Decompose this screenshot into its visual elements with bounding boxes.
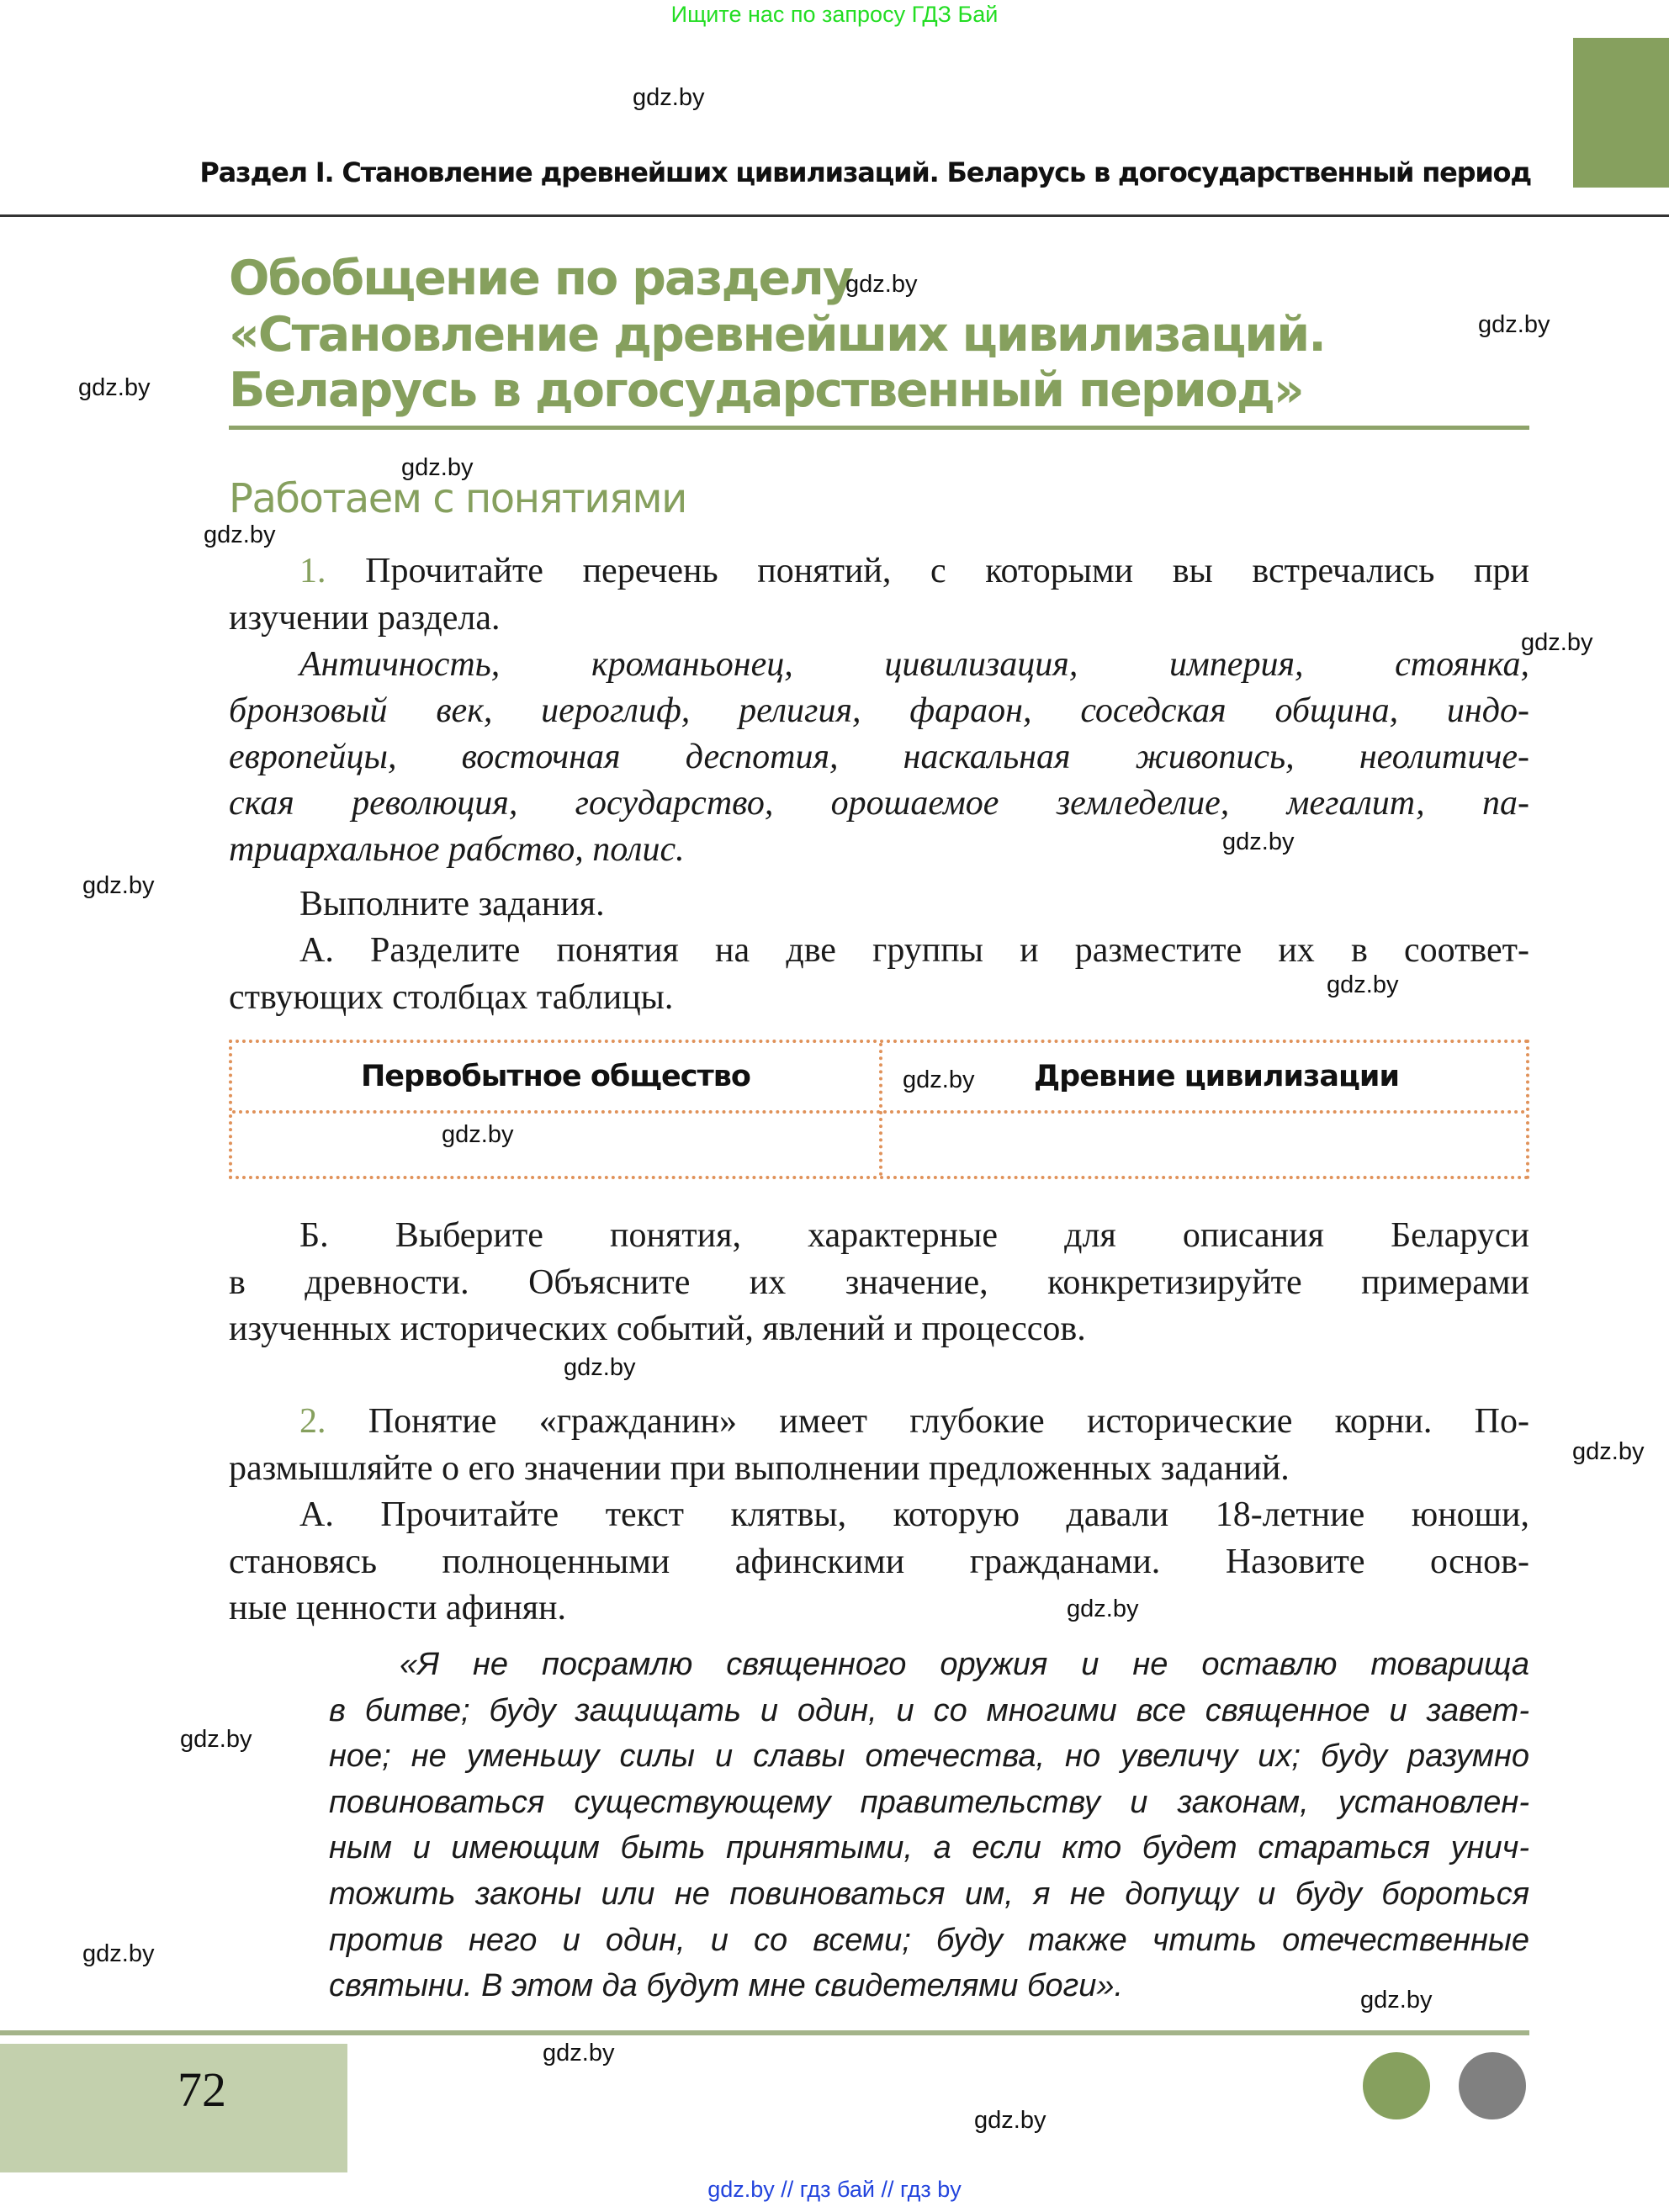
task-number: 2. [299,1402,326,1441]
table-header-primitive-society: Первобытное общество [361,1060,750,1093]
line-text: Понятие «гражданин» имеет глубокие исторические корни. По- [368,1402,1529,1441]
line-text: ные ценности афинян. [229,1589,567,1627]
line-text: в битве; буду защищать и один, и со многими все священное и завет- [329,1692,1529,1728]
task1-terms-line [299,642,1529,688]
section-subheading: Работаем с понятиями [229,475,686,522]
task1-terms-line [229,781,1529,827]
watermark: gdz.by [903,1066,975,1093]
bottom-site-note: gdz.by // гдз бай // гдз by [707,2177,962,2202]
task1-terms-line [229,827,1529,873]
task-number: 1. [299,552,326,590]
table-cell-ancient-civilizations[interactable] [882,1114,1529,1164]
line-text: европейцы, восточная деспотия, наскальная живопись, неолитиче- [229,738,1529,776]
task2-a-line [229,1585,1529,1632]
watermark: gdz.by [1478,311,1550,338]
watermark: gdz.by [442,1121,514,1148]
section-tab-marker [1573,38,1669,188]
line-text: ствующих столбцах таблицы. [229,977,674,1017]
page-title-line-1: Обобщение по разделу [229,251,853,306]
header-divider [0,214,1669,217]
watermark: gdz.by [1067,1595,1139,1622]
footer-divider [0,2030,1529,2035]
task2-quote-line [329,1871,1529,1918]
line-text: триархальное рабство, полис. [229,830,685,869]
line-text: размышляйте о его значении при выполнении предложенных заданий. [229,1448,1290,1488]
line-text: Прочитайте перечень понятий, с которыми вы встречались при [365,552,1529,590]
page-title-line-2: «Становление древнейших цивилизаций. [229,307,1325,362]
running-header: Раздел I. Становление древнейших цивилизаций. Беларусь в догосударственный период [199,156,1531,188]
line-text: «Я не посрамлю священного оружия и не оставлю товарища [400,1647,1529,1682]
task2-quote-line [329,1963,1529,2009]
task2-quote-line [329,1825,1529,1871]
line-text: становясь полноценными афинскими гражданами. Назовите основ- [229,1542,1529,1581]
watermark: gdz.by [1521,629,1593,656]
line-text: А. Прочитайте текст клятвы, которую давали 18-летние юноши, [299,1495,1529,1534]
line-text: Б. Выберите понятия, характерные для описания Беларуси [299,1216,1529,1255]
watermark: gdz.by [82,872,155,899]
task2-a-line [299,1492,1529,1538]
task1-a-line [299,928,1529,974]
line-text: бронзовый век, иероглиф, религия, фараон, соседская община, индо- [229,691,1529,730]
task2-intro-line [299,1399,1529,1445]
watermark: gdz.by [1360,1987,1433,2014]
concept-table [229,1040,1529,1179]
line-text: святыни. В этом да будут мне свидетелями боги». [329,1968,1124,2004]
gray-circle-icon [1459,2052,1526,2119]
task1-do-tasks-line [299,881,1529,928]
line-text: Выполните задания. [299,885,605,923]
line-text: в древности. Объясните их значение, конкретизируйте примерами [229,1262,1529,1302]
watermark: gdz.by [204,521,276,548]
table-cell-primitive-society[interactable] [232,1114,879,1164]
watermark: gdz.by [1327,971,1399,998]
line-text: изучении раздела. [229,598,501,638]
task2-intro-line [229,1446,1529,1492]
task1-intro-line [229,595,1529,642]
line-text: против него и один, и со всеми; буду также чтить отечественные [329,1922,1529,1958]
task2-quote-line [329,1780,1529,1826]
table-header-ancient-civilizations: Древние цивилизации [1034,1060,1399,1093]
line-text: изученных исторических событий, явлений и процессов. [229,1310,1086,1348]
watermark: gdz.by [1222,828,1295,855]
task1-intro-line [299,548,1529,595]
watermark: gdz.by [543,2040,615,2066]
watermark: gdz.by [401,454,474,481]
watermark: gdz.by [633,84,705,111]
line-text: А. Разделите понятия на две группы и разместите их в соответ- [299,931,1529,970]
watermark: gdz.by [974,2107,1046,2134]
watermark: gdz.by [564,1354,636,1381]
watermark: gdz.by [180,1726,252,1753]
watermark: gdz.by [78,374,151,401]
task2-quote-line [329,1733,1529,1780]
task2-a-line [229,1539,1529,1585]
line-text: Античность, кроманьонец, цивилизация, империя, стоянка, [299,645,1529,684]
task1-b-line [229,1306,1529,1352]
task1-b-line [229,1260,1529,1306]
line-text: тожить законы или не повиноваться им, я не допущу и буду бороться [329,1876,1529,1912]
page-number: 72 [177,2062,226,2117]
task2-quote-line [329,1918,1529,1964]
task1-terms-line [229,688,1529,734]
task2-quote-line [400,1642,1529,1688]
task1-b-line [299,1213,1529,1259]
task1-terms-line [229,734,1529,781]
green-circle-icon [1363,2052,1430,2119]
line-text: повиноваться существующему правительству и законам, установлен- [329,1784,1529,1820]
watermark: gdz.by [1572,1438,1645,1465]
title-underline [229,426,1529,430]
line-text: ным и имеющим быть принятыми, а если кто будет стараться унич- [329,1830,1529,1866]
watermark: gdz.by [845,271,918,298]
page-title-line-3: Беларусь в догосударственный период» [229,362,1303,418]
line-text: ное; не уменьшу силы и славы отечества, но увеличу их; буду разумно [329,1738,1529,1775]
top-search-note: Ищите нас по запросу ГДЗ Бай [670,2,999,27]
watermark: gdz.by [82,1940,155,1967]
line-text: ская революция, государство, орошаемое земледелие, мегалит, па- [229,784,1529,823]
task2-quote-line [329,1688,1529,1734]
